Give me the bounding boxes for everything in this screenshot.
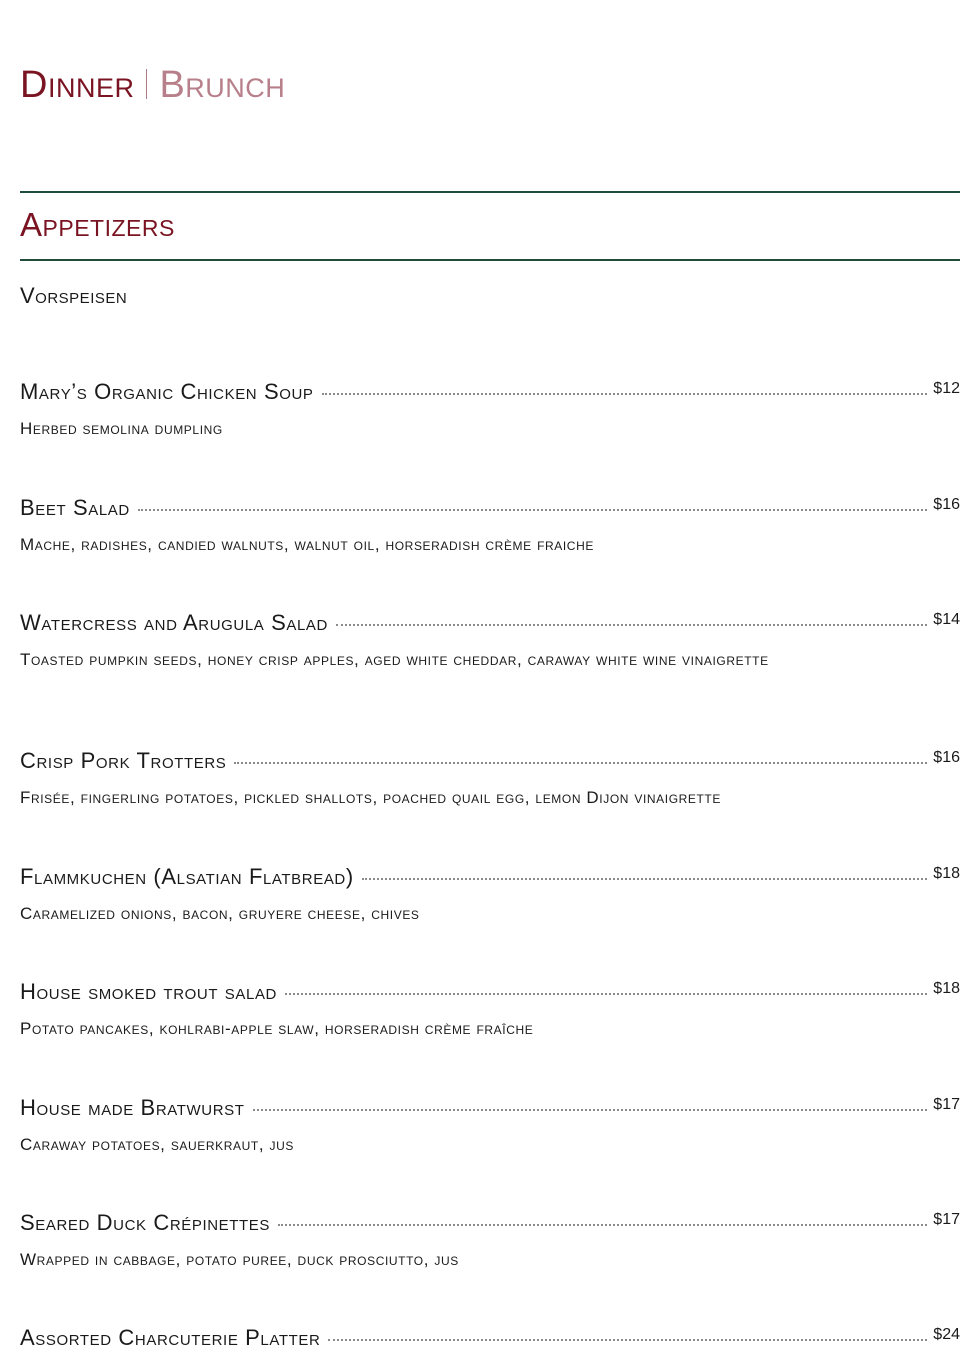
menu-item-description: Mache, radishes, candied walnuts, walnut oil, horseradish crème fraiche (20, 535, 594, 554)
menu-item-line (20, 1095, 960, 1121)
menu-item (20, 1210, 960, 1271)
menu-item (20, 610, 960, 671)
dot-leader (322, 393, 928, 395)
dot-leader (362, 878, 928, 880)
menu-item-price: $24 (933, 1326, 960, 1343)
menu-item (20, 748, 960, 809)
menu-item-description: Herbed semolina dumpling (20, 419, 223, 438)
dot-leader (278, 1224, 927, 1226)
menu-tabs (20, 64, 285, 107)
dot-leader (285, 993, 927, 995)
menu-item-price: $17 (933, 1211, 960, 1228)
menu-item-name: Assorted Charcuterie Platter (20, 1325, 321, 1350)
menu-item-price: $18 (933, 980, 960, 997)
menu-item (20, 1095, 960, 1156)
menu-item (20, 495, 960, 556)
menu-item-line (20, 1210, 960, 1236)
section-subtitle: Vorspeisen (20, 283, 128, 308)
menu-item-description: Wrapped in cabbage, potato puree, duck prosciutto, jus (20, 1250, 459, 1269)
menu-item-price: $17 (933, 1096, 960, 1113)
menu-item-name: Flammkuchen (Alsatian Flatbread) (20, 864, 354, 889)
tab-dinner[interactable]: Dinner (20, 64, 135, 106)
menu-item (20, 1325, 960, 1351)
menu-item-line (20, 748, 960, 774)
menu-item-name: Seared Duck Crépinettes (20, 1210, 271, 1235)
tab-separator (146, 69, 147, 99)
menu-item-line (20, 1325, 960, 1351)
menu-item-name: Crisp Pork Trotters (20, 748, 227, 773)
menu-item-line (20, 610, 960, 636)
dot-leader (253, 1109, 928, 1111)
menu-item-name: Beet Salad (20, 495, 130, 520)
menu-item-line (20, 495, 960, 521)
menu-item-name: House smoked trout salad (20, 979, 277, 1004)
menu-item-name: Watercress and Arugula Salad (20, 610, 328, 635)
menu-item (20, 979, 960, 1040)
dot-leader (138, 509, 927, 511)
menu-item-price: $12 (933, 380, 960, 397)
menu-item-description: Potato pancakes, kohlrabi-apple slaw, horseradish crème fraîche (20, 1019, 534, 1038)
menu-item-description: Frisée, fingerling potatoes, pickled shallots, poached quail egg, lemon Dijon vinaigrette (20, 788, 721, 807)
menu-item-price: $14 (933, 611, 960, 628)
menu-item-price: $18 (933, 865, 960, 882)
menu-item-price: $16 (933, 496, 960, 513)
menu-item-description: Caramelized onions, bacon, gruyere cheese, chives (20, 904, 420, 923)
menu-item (20, 864, 960, 925)
section-title: Appetizers (20, 206, 175, 243)
menu-item-line (20, 379, 960, 405)
menu-item-line (20, 979, 960, 1005)
dot-leader (336, 624, 927, 626)
menu-item-description: Toasted pumpkin seeds, honey crisp apples, aged white cheddar, caraway white wine vinaigrette (20, 650, 769, 669)
menu-item-name: Mary’s Organic Chicken Soup (20, 379, 314, 404)
tab-brunch[interactable]: Brunch (159, 64, 286, 106)
menu-item (20, 379, 960, 440)
menu-item-description: Caraway potatoes, sauerkraut, jus (20, 1135, 294, 1154)
section-rule-bottom (20, 259, 960, 261)
dot-leader (234, 762, 927, 764)
dot-leader (328, 1339, 927, 1341)
menu-item-price: $16 (933, 749, 960, 766)
section-rule-top (20, 191, 960, 193)
menu-item-name: House made Bratwurst (20, 1095, 245, 1120)
menu-item-line (20, 864, 960, 890)
